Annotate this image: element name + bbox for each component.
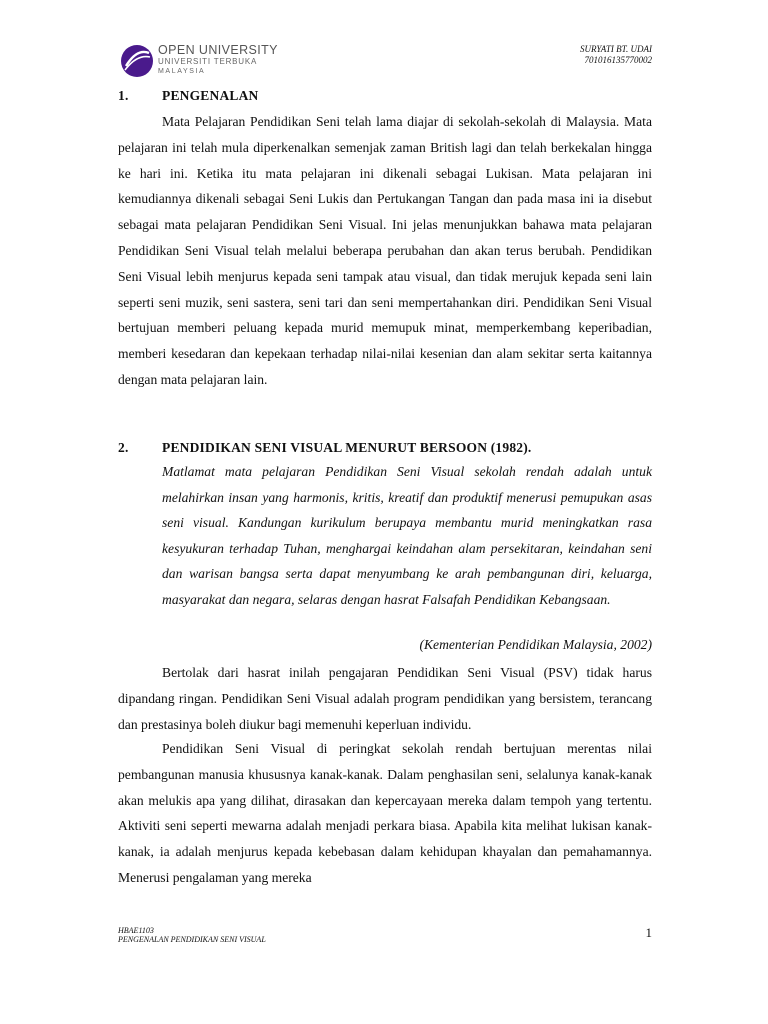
section-2-body-2 (118, 736, 652, 891)
quote-citation: (Kementerian Pendidikan Malaysia, 2002) (419, 637, 652, 652)
section-2-paragraph-1: Bertolak dari hasrat inilah pengajaran Pendidikan Seni Visual (PSV) tidak harus dipandang ringan. Pendidikan Seni Visual adalah program pendidikan yang bersistem, terancang dan prestasinya boleh diukur bagi memenuhi keperluan individu. (118, 665, 652, 732)
section-1-paragraph: Mata Pelajaran Pendidikan Seni telah lama diajar di sekolah-sekolah di Malaysia. Mata pelajaran ini telah mula diperkenalkan semenjak zaman British lagi dan telah berkekalan hingga ke hari ini. Ketika itu mata pelajaran ini dikenali sebagai Lukisan. Mata pelajaran ini kemudiannya dikenali sebagai Seni Lukis dan Pertukangan Tangan dan pada masa ini ia disebut sebagai mata pelajaran Pendidikan Seni Visual. Ini jelas menunjukkan bahawa mata pelajaran Pendidikan Seni Visual telah melalui beberapa perubahan dan akan terus berubah. Pendidikan Seni Visual lebih menjurus kepada seni tampak atau visual, dan tidak merujuk kepada seni lain seperti seni muzik, seni sastera, seni tari dan seni mempertahankan diri. Pendidikan Seni Visual bertujuan memberi peluang kepada murid memupuk minat, memperkembang keperibadian, memberi kesedaran dan kepekaan terhadap nilai-nilai kesenian dan alam sekitar serta kaitannya dengan mata pelajaran lain. (118, 114, 652, 387)
section-1-number: 1. (118, 88, 129, 103)
section-2-number: 2. (118, 440, 129, 455)
page-number: 1 (645, 925, 652, 940)
page-footer (118, 926, 266, 944)
logo-line-2: UNIVERSITI TERBUKA (158, 57, 258, 66)
author-id: 701016135770002 (584, 55, 652, 65)
author-block (580, 44, 652, 66)
open-university-emblem-icon (120, 44, 154, 78)
section-1-title: PENGENALAN (162, 88, 259, 103)
course-name: PENGENALAN PENDIDIKAN SENI VISUAL (118, 935, 266, 944)
section-2-body-1 (118, 660, 652, 737)
section-2-paragraph-2: Pendidikan Seni Visual di peringkat sekolah rendah bertujuan merentas nilai pembangunan manusia khususnya kanak-kanak. Dalam penghasilan seni, selalunya kanak-kanak akan melukis apa yang dilihat, dirasakan dan kepercayaan mereka dalam tempoh yang tertentu. Aktiviti seni seperti mewarna adalah menjadi perkara biasa. Apabila kita melihat lukisan kanak-kanak, ia adalah menjurus kepada kebebasan dalam kehidupan khayalan dan pemahamannya. Menerusi pengalaman yang mereka (118, 741, 652, 885)
author-name: SURYATI BT. UDAI (580, 44, 652, 54)
logo-line-1: OPEN UNIVERSITY (158, 43, 278, 57)
section-2-title: PENDIDIKAN SENI VISUAL MENURUT BERSOON (1982). (162, 440, 532, 455)
section-1-body (118, 109, 652, 393)
university-logo (120, 44, 280, 80)
section-2-quote: Matlamat mata pelajaran Pendidikan Seni Visual sekolah rendah adalah untuk melahirkan insan yang harmonis, kritis, kreatif dan produktif menerusi pemupukan asas seni visual. Kandungan kurikulum berupaya membantu murid meningkatkan rasa kesyukuran terhadap Tuhan, menghargai keindahan alam persekitaran, keindahan seni dan warisan bangsa serta dapat menyumbang ke arah pembangunan diri, keluarga, masyarakat dan negara, selaras dengan hasrat Falsafah Pendidikan Kebangsaan. (162, 464, 652, 607)
logo-line-3: MALAYSIA (158, 68, 206, 75)
course-code: HBAE1103 (118, 926, 154, 935)
